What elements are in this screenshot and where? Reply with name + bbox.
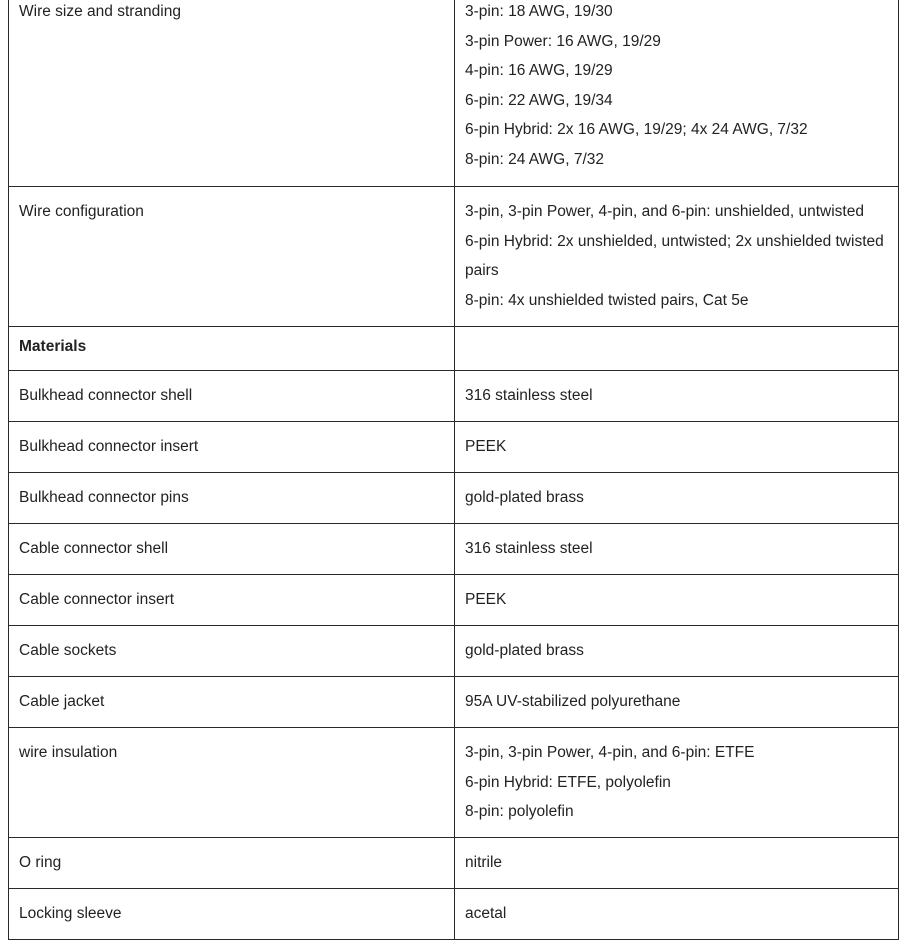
row-value: PEEK — [455, 575, 899, 626]
row-value: nitrile — [455, 838, 899, 889]
value-line: 3-pin: 18 AWG, 19/30 — [465, 3, 613, 20]
row-value — [455, 728, 899, 838]
table-row-cable-sockets — [9, 626, 899, 677]
row-value: 95A UV-stabilized polyurethane — [455, 677, 899, 728]
row-label: O ring — [9, 838, 455, 889]
value-line: 3-pin, 3-pin Power, 4-pin, and 6-pin: ETFE — [465, 744, 755, 761]
table-row-cable-jacket — [9, 677, 899, 728]
row-label: Cable sockets — [9, 626, 455, 677]
table-row-cable-connector-insert — [9, 575, 899, 626]
table-row-o-ring — [9, 838, 899, 889]
row-label: Locking sleeve — [9, 889, 455, 940]
row-value — [455, 187, 899, 327]
row-value: PEEK — [455, 422, 899, 473]
spec-table — [8, 0, 899, 940]
row-value-empty — [455, 327, 899, 371]
row-label: Bulkhead connector shell — [9, 371, 455, 422]
table-row-bulkhead-connector-pins — [9, 473, 899, 524]
table-row-locking-sleeve — [9, 889, 899, 940]
row-value: gold-plated brass — [455, 473, 899, 524]
row-label: Wire size and stranding — [9, 0, 455, 187]
row-value — [455, 0, 899, 187]
value-line: 3-pin, 3-pin Power, 4-pin, and 6-pin: unshielded, untwisted — [465, 203, 864, 220]
table-row-wire-configuration — [9, 187, 899, 327]
table-row-bulkhead-connector-insert — [9, 422, 899, 473]
value-line: 6-pin Hybrid: 2x unshielded, untwisted; 2x unshielded twisted pairs — [465, 232, 884, 280]
value-line: 8-pin: 4x unshielded twisted pairs, Cat 5e — [465, 291, 749, 309]
table-row-bulkhead-connector-shell — [9, 371, 899, 422]
row-label: Cable connector shell — [9, 524, 455, 575]
row-label: Wire configuration — [9, 187, 455, 327]
row-value: 316 stainless steel — [455, 524, 899, 575]
row-label: Bulkhead connector pins — [9, 473, 455, 524]
value-line: 4-pin: 16 AWG, 19/29 — [465, 62, 613, 80]
value-line: 6-pin Hybrid: 2x 16 AWG, 19/29; 4x 24 AWG, 7/32 — [465, 121, 808, 139]
row-label: Bulkhead connector insert — [9, 422, 455, 473]
table-row-materials-section — [9, 327, 899, 371]
row-label: wire insulation — [9, 728, 455, 838]
value-line: 6-pin Hybrid: ETFE, polyolefin — [465, 773, 671, 791]
value-line: 8-pin: polyolefin — [465, 803, 574, 821]
value-line: 6-pin: 22 AWG, 19/34 — [465, 91, 613, 109]
value-line: 3-pin Power: 16 AWG, 19/29 — [465, 32, 661, 50]
row-label: Cable jacket — [9, 677, 455, 728]
row-value: gold-plated brass — [455, 626, 899, 677]
row-value: acetal — [455, 889, 899, 940]
table-row-wire-size — [9, 0, 899, 187]
value-line: 8-pin: 24 AWG, 7/32 — [465, 150, 605, 168]
table-row-wire-insulation — [9, 728, 899, 838]
row-value: 316 stainless steel — [455, 371, 899, 422]
row-label: Cable connector insert — [9, 575, 455, 626]
section-title: Materials — [9, 327, 455, 371]
table-row-cable-connector-shell — [9, 524, 899, 575]
